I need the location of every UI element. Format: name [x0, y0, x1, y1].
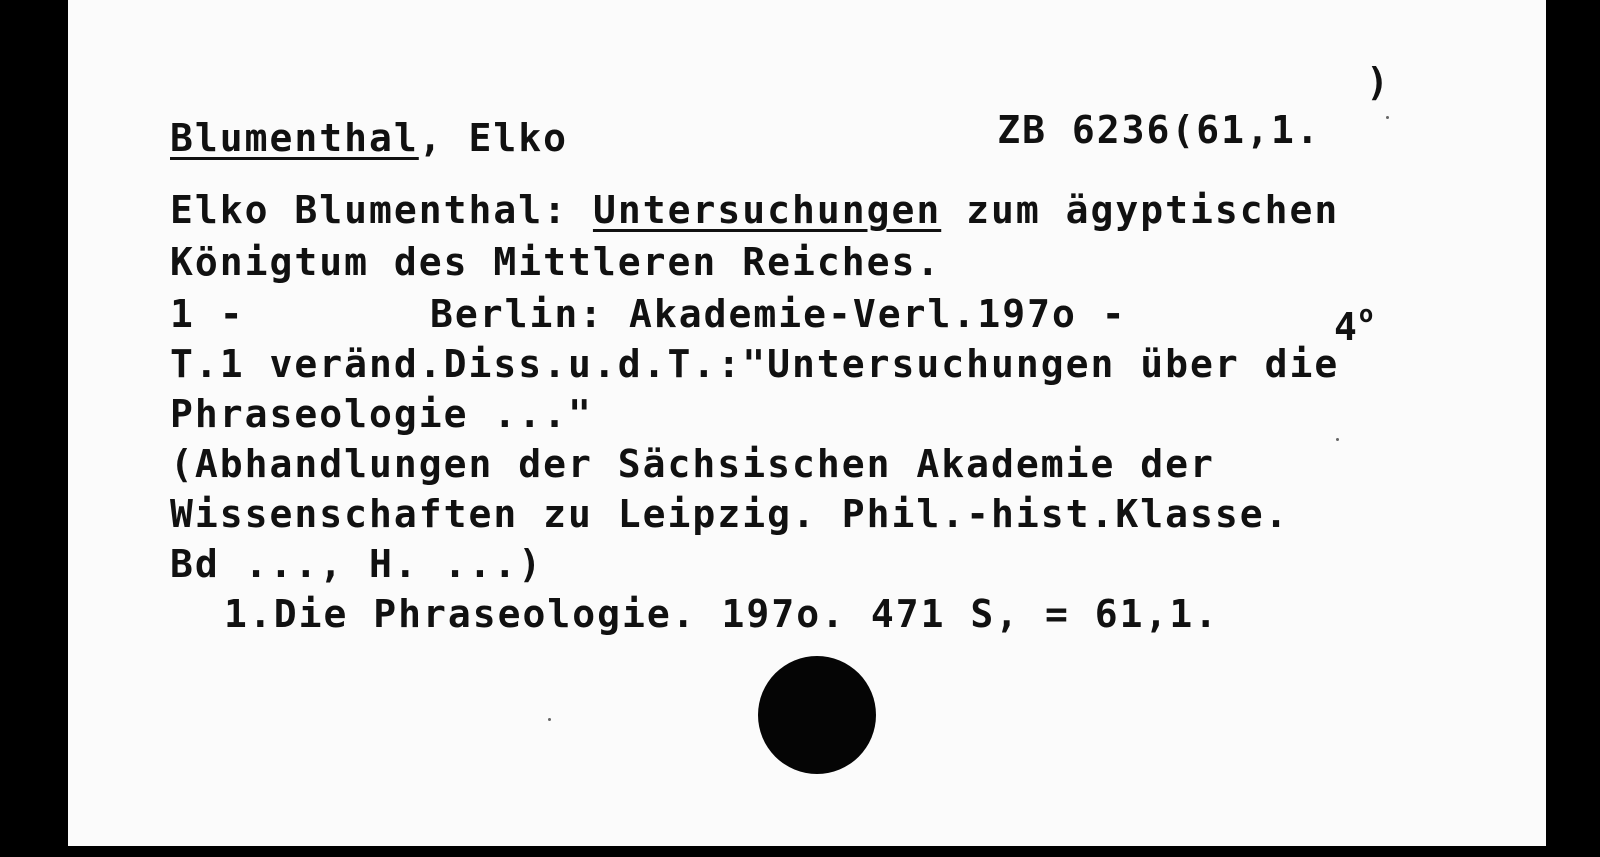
author-given-name: , Elko — [418, 116, 569, 160]
note-line-2: Phraseologie ..." — [170, 392, 593, 436]
title-continuation: zum ägyptischen — [941, 188, 1340, 232]
call-number-text: ZB 6236(61,1. — [997, 108, 1321, 152]
title-line-2: Königtum des Mittleren Reiches. — [170, 240, 942, 284]
series-line-1: (Abhandlungen der Sächsischen Akademie der — [170, 442, 1215, 486]
imprint-volume-range: 1 - — [170, 292, 245, 336]
call-number — [848, 58, 1321, 202]
title-keyword: Untersuchungen — [592, 188, 942, 232]
punch-hole — [758, 656, 876, 774]
author-surname: Blumenthal — [170, 116, 419, 160]
series-line-2: Wissenschaften zu Leipzig. Phil.-hist.Klasse. — [170, 492, 1290, 536]
call-number-close: ) — [1366, 60, 1391, 104]
format-base: 4 — [1334, 305, 1359, 349]
series-line-3: Bd ..., H. ...) — [170, 542, 544, 586]
scan-speck — [1336, 438, 1339, 441]
format-superscript: o — [1358, 300, 1376, 328]
title-author-statement: Elko Blumenthal: — [170, 188, 593, 232]
format-size — [1334, 290, 1375, 351]
scan-speck — [548, 718, 551, 721]
title-line-1 — [170, 186, 1339, 234]
author-heading — [170, 114, 568, 162]
note-line-1: T.1 veränd.Diss.u.d.T.:"Untersuchungen über die — [170, 342, 1340, 386]
scan-speck — [1386, 116, 1389, 119]
volume-entry: 1.Die Phraseologie. 197o. 471 S, = 61,1. — [224, 592, 1220, 636]
imprint-publisher: Berlin: Akademie-Verl.197o - — [430, 292, 1127, 336]
